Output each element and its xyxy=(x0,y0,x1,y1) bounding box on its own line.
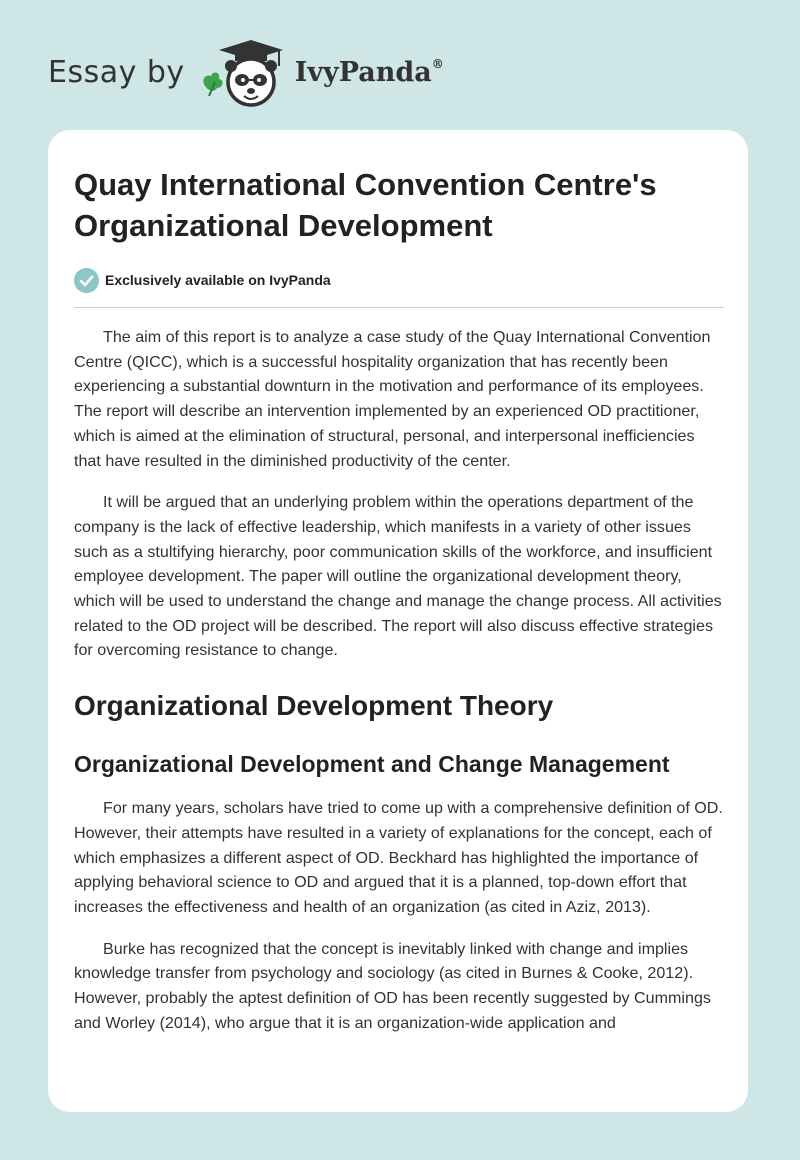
section-heading: Organizational Development Theory xyxy=(74,690,554,722)
check-circle-icon xyxy=(74,268,99,293)
brand-name: IvyPanda® xyxy=(294,56,444,88)
essay-card xyxy=(48,130,748,1112)
exclusive-label: Exclusively available on IvyPanda xyxy=(105,272,331,288)
divider xyxy=(74,307,724,308)
exclusive-badge xyxy=(74,266,724,294)
essay-title: Quay International Convention Centre's Organizational Development xyxy=(74,167,657,243)
body-paragraph-1: For many years, scholars have tried to come up with a comprehensive definition of OD. However, their attempts have resulted in a variety of explanations for the concept, each of which emphasizes a different aspect of OD. Beckhard has highlighted the importance of applying behavioral science to OD and argued that it is a planned, top-down effort that increases the effectiveness and health of an organization (as cited in Aziz, 2013). xyxy=(74,799,723,916)
essay-content xyxy=(74,164,724,1035)
site-brand[interactable] xyxy=(48,36,444,108)
essay-by-label: Essay by xyxy=(48,54,185,90)
intro-paragraph-2: It will be argued that an underlying problem within the operations department of the company is the lack of effective leadership, which manifests in a variety of other issues such as a stultifying hierarchy, poor communication skills of the workforce, and insufficient employee development. The paper will outline the organizational development theory, which will be used to understand the change and manage the change process. All activities related to the OD project will be described. The report will also discuss effective strategies for overcoming resistance to change. xyxy=(74,493,722,660)
intro-paragraph-1: The aim of this report is to analyze a case study of the Quay International Convention Centre (QICC), which is a successful hospitality organization that has recently been experiencing a substantial downturn in the motivation and performance of its employees. The report will describe an intervention implemented by an experienced OD practitioner, which is aimed at the elimination of structural, personal, and interpersonal inefficiencies that have resulted in the diminished productivity of the center. xyxy=(74,328,711,470)
panda-logo-icon xyxy=(199,36,289,108)
subsection-heading: Organizational Development and Change Management xyxy=(74,751,670,778)
body-paragraph-2: Burke has recognized that the concept is inevitably linked with change and implies knowledge transfer from psychology and sociology (as cited in Burnes & Cooke, 2012). However, probably the aptest definition of OD has been recently suggested by Cummings and Worley (2014), who argue that it is an organization-wide application and xyxy=(74,939,711,1032)
